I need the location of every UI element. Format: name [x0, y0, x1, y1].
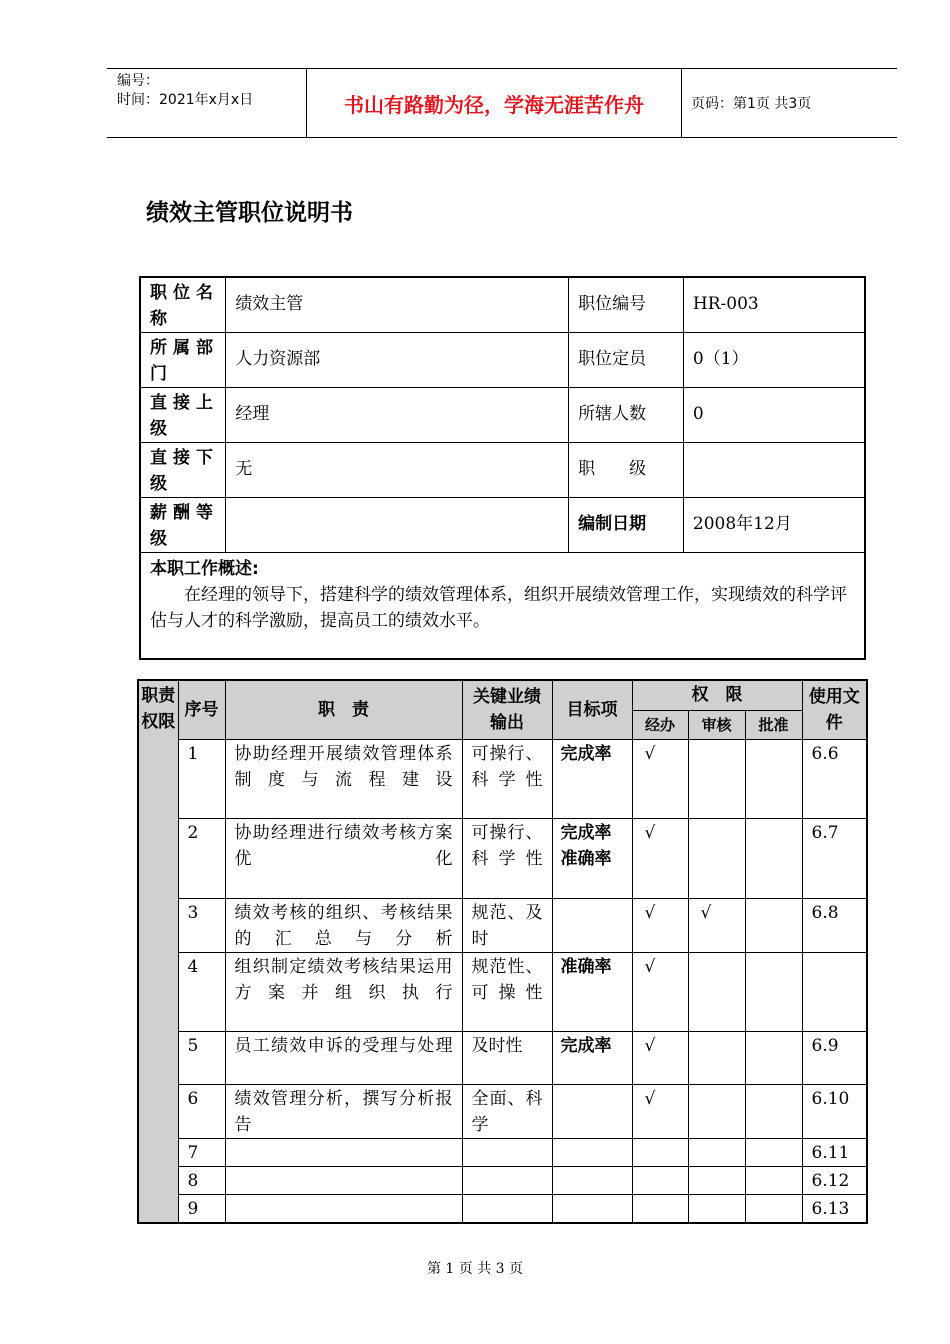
position-code-label: 职位编号	[569, 277, 684, 333]
row-handle: √	[632, 898, 688, 952]
row-doc: 6.9	[802, 1031, 867, 1084]
row-goal	[552, 1138, 632, 1166]
row-seq: 2	[178, 818, 225, 898]
row-approve	[745, 1084, 802, 1138]
row-seq: 9	[178, 1194, 225, 1223]
row-seq: 4	[178, 952, 225, 1031]
job-summary-title: 本职工作概述:	[150, 559, 259, 579]
page-header	[107, 68, 897, 138]
authority-header: 权 限	[632, 680, 802, 710]
goal-header: 目标项	[552, 680, 632, 739]
department-label: 所属部门	[140, 333, 226, 388]
row-handle	[632, 1138, 688, 1166]
header-meta	[107, 69, 307, 137]
duties-side-label: 职责权限	[138, 680, 178, 1223]
row-review	[688, 1166, 745, 1194]
row-doc: 6.10	[802, 1084, 867, 1138]
row-approve	[745, 952, 802, 1031]
doc-time: 时间：2021年x月x日	[117, 92, 254, 108]
row-handle: √	[632, 1031, 688, 1084]
row-handle	[632, 1166, 688, 1194]
department-value: 人力资源部	[226, 333, 569, 388]
document-title: 绩效主管职位说明书	[146, 200, 353, 226]
row-output: 规范性、可操性	[462, 952, 552, 1031]
row-output: 及时性	[462, 1031, 552, 1084]
job-summary-text: 在经理的领导下，搭建科学的绩效管理体系，组织开展绩效管理工作，实现绩效的科学评估与人才的科学激励，提高员工的绩效水平。	[150, 585, 847, 631]
row-duty: 绩效考核的组织、考核结果的汇总与分析	[225, 898, 462, 952]
row-goal: 完成率	[552, 1031, 632, 1084]
table-row	[138, 1166, 867, 1194]
row-output: 可操行、科学性	[462, 739, 552, 818]
header-motto: 书山有路勤为径，学海无涯苦作舟	[307, 69, 682, 137]
row-duty: 组织制定绩效考核结果运用方案并组织执行	[225, 952, 462, 1031]
grade-label: 职 级	[569, 443, 684, 498]
doc-number-label: 编号：	[117, 73, 159, 89]
row-goal: 完成率	[552, 739, 632, 818]
position-code-value: HR-003	[683, 277, 865, 333]
row-goal	[552, 1194, 632, 1223]
row-duty: 员工绩效申诉的受理与处理	[225, 1031, 462, 1084]
table-row	[138, 739, 867, 818]
row-seq: 6	[178, 1084, 225, 1138]
output-header: 关键业绩输出	[462, 680, 552, 739]
seq-header: 序号	[178, 680, 225, 739]
row-approve	[745, 818, 802, 898]
approve-header: 批准	[745, 710, 802, 739]
row-doc: 6.13	[802, 1194, 867, 1223]
row-handle	[632, 1194, 688, 1223]
table-row	[138, 1138, 867, 1166]
row-goal	[552, 1084, 632, 1138]
subordinate-label: 直接下级	[140, 443, 226, 498]
row-handle: √	[632, 818, 688, 898]
subordinate-value: 无	[226, 443, 569, 498]
table-row	[138, 818, 867, 898]
date-label: 编制日期	[569, 498, 684, 553]
row-review	[688, 739, 745, 818]
row-review	[688, 1194, 745, 1223]
subordinates-count-label: 所辖人数	[569, 388, 684, 443]
headcount-value: 0（1）	[683, 333, 865, 388]
row-review	[688, 1031, 745, 1084]
row-seq: 3	[178, 898, 225, 952]
row-doc: 6.8	[802, 898, 867, 952]
row-seq: 5	[178, 1031, 225, 1084]
row-approve	[745, 1194, 802, 1223]
row-goal: 准确率	[552, 952, 632, 1031]
job-summary	[140, 553, 865, 659]
header-page-info: 页码：第1页 共3页	[691, 96, 812, 112]
row-seq: 8	[178, 1166, 225, 1194]
date-value: 2008年12月	[683, 498, 865, 553]
row-output	[462, 1194, 552, 1223]
row-review: √	[688, 898, 745, 952]
row-output	[462, 1138, 552, 1166]
row-handle: √	[632, 739, 688, 818]
row-seq: 1	[178, 739, 225, 818]
position-name-label: 职位名称	[140, 277, 226, 333]
salary-value	[226, 498, 569, 553]
row-handle: √	[632, 952, 688, 1031]
review-header: 审核	[688, 710, 745, 739]
row-handle: √	[632, 1084, 688, 1138]
row-approve	[745, 1031, 802, 1084]
position-name-value: 绩效主管	[226, 277, 569, 333]
row-doc: 6.11	[802, 1138, 867, 1166]
salary-label: 薪酬等级	[140, 498, 226, 553]
row-doc	[802, 952, 867, 1031]
superior-label: 直接上级	[140, 388, 226, 443]
superior-value: 经理	[226, 388, 569, 443]
row-approve	[745, 1138, 802, 1166]
row-output: 规范、及时	[462, 898, 552, 952]
row-review	[688, 1084, 745, 1138]
row-doc: 6.12	[802, 1166, 867, 1194]
row-seq: 7	[178, 1138, 225, 1166]
handle-header: 经办	[632, 710, 688, 739]
row-review	[688, 1138, 745, 1166]
row-approve	[745, 739, 802, 818]
row-goal	[552, 898, 632, 952]
duty-header: 职 责	[225, 680, 462, 739]
table-row	[138, 1031, 867, 1084]
docs-header: 使用文件	[802, 680, 867, 739]
row-duty: 绩效管理分析，撰写分析报告	[225, 1084, 462, 1138]
row-duty: 协助经理进行绩效考核方案优化	[225, 818, 462, 898]
position-info-table	[139, 276, 866, 660]
row-approve	[745, 1166, 802, 1194]
row-output: 全面、科学	[462, 1084, 552, 1138]
row-goal: 完成率准确率	[552, 818, 632, 898]
row-output: 可操行、科学性	[462, 818, 552, 898]
duties-table	[137, 679, 868, 1224]
row-duty	[225, 1194, 462, 1223]
page-footer: 第 1 页 共 3 页	[426, 1261, 524, 1277]
row-duty	[225, 1166, 462, 1194]
table-row	[138, 1084, 867, 1138]
row-approve	[745, 898, 802, 952]
row-duty: 协助经理开展绩效管理体系制度与流程建设	[225, 739, 462, 818]
grade-value	[683, 443, 865, 498]
table-row	[138, 1194, 867, 1223]
row-goal	[552, 1166, 632, 1194]
row-duty	[225, 1138, 462, 1166]
row-review	[688, 818, 745, 898]
subordinates-count-value: 0	[683, 388, 865, 443]
row-doc: 6.7	[802, 818, 867, 898]
row-review	[688, 952, 745, 1031]
table-row	[138, 898, 867, 952]
row-output	[462, 1166, 552, 1194]
row-doc: 6.6	[802, 739, 867, 818]
table-row	[138, 952, 867, 1031]
headcount-label: 职位定员	[569, 333, 684, 388]
